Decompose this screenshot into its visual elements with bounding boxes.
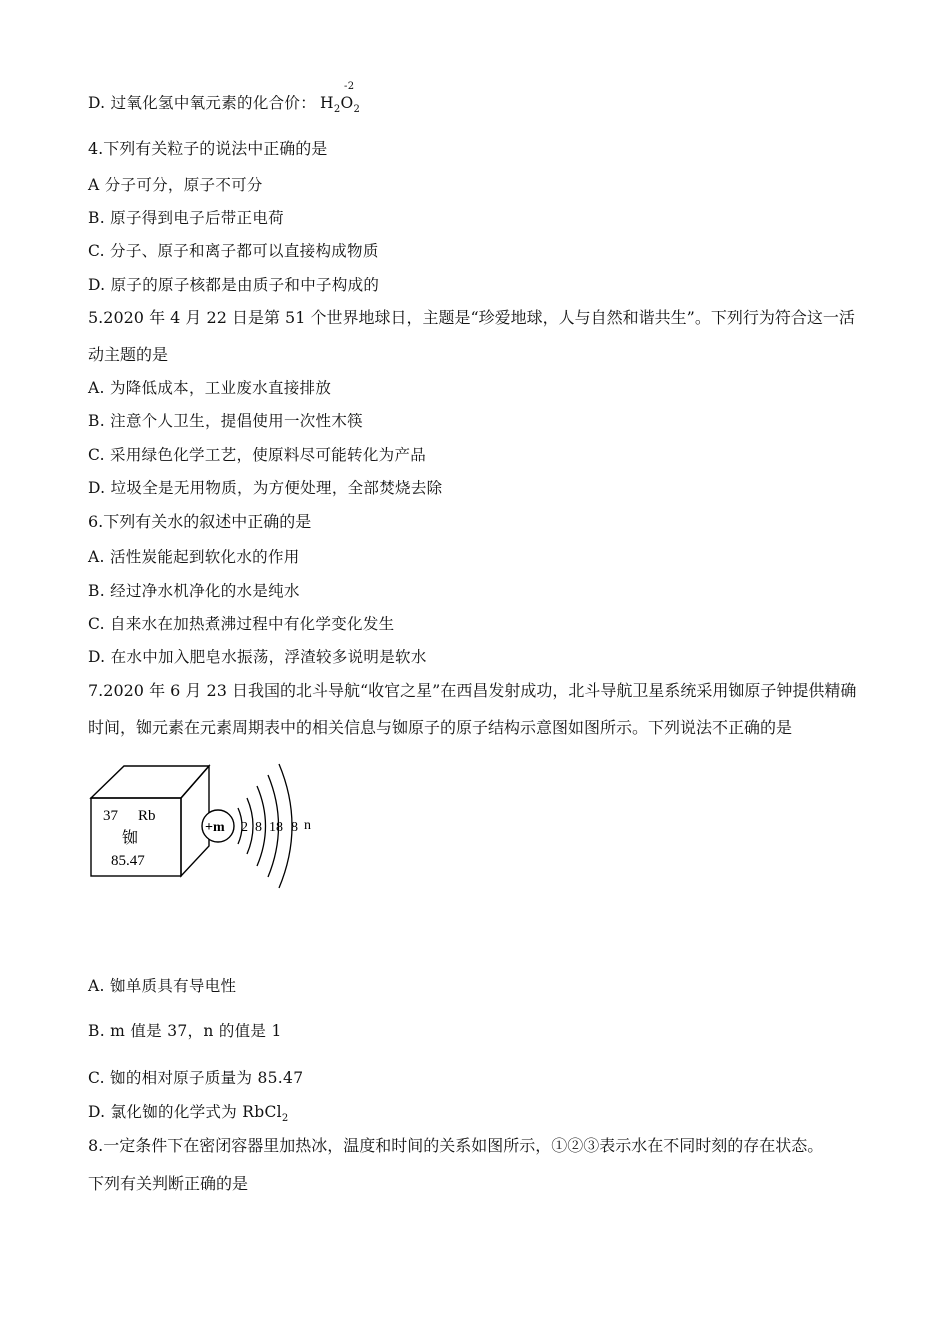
formula-o: O <box>340 94 354 112</box>
q3-option-d <box>88 81 361 120</box>
nucleus-charge: +m <box>205 820 225 835</box>
q7-stem-line2: 时间，铷元素在元素周期表中的相关信息与铷原子的原子结构示意图如图所示。下列说法不正确的是 <box>88 718 793 737</box>
q5-option-d: D. 垃圾全是无用物质，为方便处理，全部焚烧去除 <box>88 479 443 497</box>
rubidium-figure <box>86 758 326 898</box>
q8-stem-line2: 下列有关判断正确的是 <box>88 1174 249 1193</box>
q7-stem-line1: 7.2020 年 6 月 23 日我国的北斗导航“收官之星”在西昌发射成功，北斗导航卫星系统采用铷原子钟提供精确 <box>88 681 857 700</box>
q5-option-a: A. 为降低成本，工业废水直接排放 <box>88 379 332 397</box>
shell-2: 8 <box>255 820 262 835</box>
element-name: 铷 <box>122 830 139 847</box>
q6-option-a: A. 活性炭能起到软化水的作用 <box>88 548 300 566</box>
q4-option-a: A 分子可分，原子不可分 <box>88 176 263 194</box>
q5-stem-line1: 5.2020 年 4 月 22 日是第 51 个世界地球日，主题是“珍爱地球，人与自然和谐共生”。下列行为符合这一活 <box>88 308 855 327</box>
q4-option-d: D. 原子的原子核都是由质子和中子构成的 <box>88 276 380 294</box>
q5-option-b: B. 注意个人卫生，提倡使用一次性木筷 <box>88 412 363 430</box>
q6-option-d: D. 在水中加入肥皂水振荡，浮渣较多说明是软水 <box>88 648 427 666</box>
formula-h: H <box>320 94 334 112</box>
shell-4: 8 <box>291 820 298 835</box>
q4-option-b: B. 原子得到电子后带正电荷 <box>88 209 284 227</box>
h2o2-formula <box>320 81 361 120</box>
shell-5: n <box>304 818 311 833</box>
q4-option-c: C. 分子、原子和离子都可以直接构成物质 <box>88 242 379 260</box>
q5-stem-line2: 动主题的是 <box>88 345 169 364</box>
atomic-mass: 85.47 <box>111 853 145 869</box>
q7-option-b: B. m 值是 37，n 的值是 1 <box>88 1022 282 1040</box>
formula-o-sub: 2 <box>353 104 361 115</box>
q6-option-b: B. 经过净水机净化的水是纯水 <box>88 582 300 600</box>
atomic-number: 37 <box>103 808 118 824</box>
q8-stem-line1: 8.一定条件下在密闭容器里加热冰，温度和时间的关系如图所示，①②③表示水在不同时刻的存在状态。 <box>88 1136 824 1155</box>
q4-stem: 4.下列有关粒子的说法中正确的是 <box>88 139 328 158</box>
q3-option-d-text: D. 过氧化氢中氧元素的化合价： <box>88 94 317 112</box>
q7-option-a: A. 铷单质具有导电性 <box>88 977 237 995</box>
q7-option-c: C. 铷的相对原子质量为 85.47 <box>88 1069 304 1087</box>
q6-option-c: C. 自来水在加热煮沸过程中有化学变化发生 <box>88 615 395 633</box>
q7-option-d-sub: 2 <box>281 1113 289 1124</box>
formula-valence: -2 <box>344 81 355 92</box>
element-symbol: Rb <box>138 808 156 824</box>
q5-option-c: C. 采用绿色化学工艺，使原料尽可能转化为产品 <box>88 446 427 464</box>
q7-option-d-text: D. 氯化铷的化学式为 RbCl <box>88 1103 282 1121</box>
formula-h-sub: 2 <box>333 104 341 115</box>
shell-1: 2 <box>241 820 248 835</box>
q6-stem: 6.下列有关水的叙述中正确的是 <box>88 512 312 531</box>
shell-3: 18 <box>269 820 283 835</box>
q7-option-d <box>88 1102 289 1129</box>
